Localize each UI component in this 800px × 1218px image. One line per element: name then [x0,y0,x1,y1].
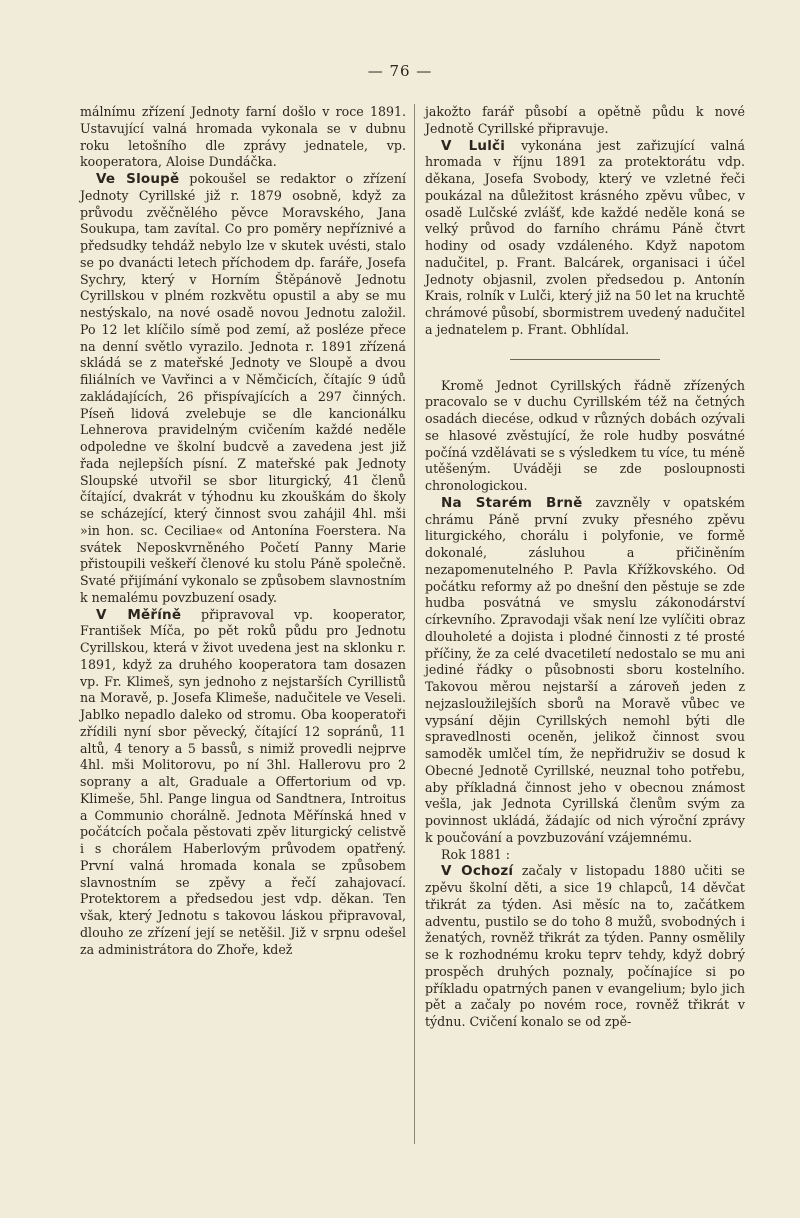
paragraph [425,495,745,847]
paragraph [80,104,406,171]
paragraph [80,607,406,959]
paragraph-heading: V Ochozí [441,863,514,880]
left-column [80,104,406,958]
paragraph-text: vykonána jest zařizující valná hromada v říjnu 1891 za protektorátu vdp. děkana, Josefa Svobody, který ve vzletné řeči poukázal na důležitost krásného zpěvu vůbec, v osadě Lulčské zvlášť, kde každé neděle koná se velký průvod do farního chrámu Páně čtvrt hodiny od osady vzdáleného. Když napotom nadučitel, p. Frant. Balcárek, organisaci i účel Jednoty objasnil, zvolen předsedou p. Antonín Krais, rolník v Lulči, který již na 50 let na kruchtě chrámové působí, sbormistrem uvedený nadučitel a jednatelem p. Frant. Obhlídal. [425,137,745,337]
paragraph [80,171,406,607]
paragraph-text: připravoval vp. kooperator, František Míča, po pět roků půdu pro Jednotu Cyrillskou, která v život uvedena jest na sklonku r. 1891, když za druhého kooperatora tam dosazen vp. Fr. Klimeš, syn jednoho z nejstarších Cyrillistů na Moravě, p. Josefa Klimeše, nadučitele ve Veseli. Jablko nepadlo daleko od stromu. Oba kooperatoři zřídili nyní sbor pěvecký, čítající 12 sopránů, 11 altů, 4 tenory a 5 bassů, s nimiž provedli nejprve 4hl. mši Molitorovu, po ní 3hl. Hallerovu pro 2 soprany a alt, Graduale a Offertorium od vp. Klimeše, 5hl. Pange lingua od Sandtnera, Introitus a Communio chorálně. Jednota Měřínská hned v počátcích počala pěstovati zpěv liturgický celistvě i s chorálem Haberlovým průvodem opatřený. První valná hromada konala se způsobem slavnostním se zpěvy a řečí zahajovací. Protektorem a předsedou jest vdp. děkan. Ten však, který Jednotu s takovou láskou připravoval, dlouho ze zřízení její se netěšil. Již v srpnu odešel za administrátora do Zhoře, kdež [80,606,406,957]
page-number: — 76 — [367,62,433,80]
paragraph-text: Kromě Jednot Cyrillských řádně zřízených pracovalo se v duchu Cyrillském též na četných osadách diecése, odkud v různých dobách ozývali se hlasové zvěstující, že role hudby posvátné počíná vzdělávati se s výsledkem tu více, tu méně utěšeným. Uváději se zde posloupnosti chronologickou. [425,377,745,493]
right-column [425,104,745,1031]
paragraph-text: Rok 1881 : [441,846,510,862]
paragraph [425,863,745,1031]
paragraph [425,138,745,339]
paragraph [425,378,745,495]
paragraph-text: pokoušel se redaktor o zřízení Jednoty Cyrillské již r. 1879 osobně, když za průvodu zvěčnělého pěvce Moravského, Jana Soukupa, tam zavítal. Co pro poměry nepříznivé a předsudky tehdáž nebylo lze v skutek uvésti, stalo se po dvanácti letech příchodem dp. faráře, Josefa Sychry, který v Horním Štěpánově Jednotu Cyrillskou v plném rozkvětu opustil a aby se mu nestýskalo, na nové osadě novou Jednotu založil. Po 12 let klíčilo símě pod zemí, až posléze přece na denní světlo vyrazilo. Jednota r. 1891 zřízená skládá se z mateřské Jednoty ve Sloupě a dvou filiálních ve Vavřinci a v Němčicích, čítajíc 9 údů zakládajících, 26 přispívajících a 297 činných. Píseň lidová zvelebuje se dle kancionálku Lehnerova pravidelným cvičením každé neděle odpoledne ve školní budcvě a zavedena jest již řada nejlepších písní. Z mateřské pak Jednoty Sloupské utvořil se sbor liturgický, 41 členů čítající, dvakrát v týhodnu ku zkouškám do školy se scházející, který činnost svou zahájil 4hl. mši »in hon. sc. Ceciliae« od Antonína Foerstera. Na svátek Neposkvrněného Početí Panny Marie přistoupili veškeří členové ku stolu Páně společně. Svaté přijímání vykonalo se způsobem slavnostním k nemalému povzbuzení osady. [80,171,406,605]
paragraph-heading: Na Starém Brně [441,494,583,511]
paragraph-heading: V Lulči [441,137,506,154]
paragraph [425,847,745,864]
paragraph-heading: Ve Sloupě [96,171,180,187]
column-divider [414,104,415,1144]
paragraph-heading: V Měříně [96,606,182,623]
paragraph-text: jakožto farář působí a opětně půdu k nové Jednotě Cyrillské připravuje. [425,104,745,136]
paragraph-text: málnímu zřízení Jednoty farní došlo v roce 1891. Ustavující valná hromada vykonala se v dubnu roku letošního dle zprávy jednatele, vp. kooperatora, Aloise Dundáčka. [80,104,406,170]
paragraph-text: začaly v listopadu 1880 učiti se zpěvu školní děti, a sice 19 chlapců, 14 děvčat třikrát za týden. Asi měsíc na to, začátkem adventu, pustilo se do toho 8 mužů, svobodných i ženatých, rovněž třikrát za týden. Panny osmělily se k rozhodnému kroku teprv tehdy, když dobrý prospěch druhých poznaly, počínajíce si po příkladu opatrných panen v evangelium; bylo jich pět a začaly po novém roce, rovněž třikrát v týdnu. Cvičení konalo se od zpě- [425,863,745,1029]
paragraph-text: zavzněly v opatském chrámu Páně první zvuky přesného zpěvu liturgického, chorálu i polyfonie, ve formě dokonalé, zásluhou a přičiněním nezapomenutelného P. Pavla Křížkovského. Od počátku reformy až po dnešní den pěstuje se zde hudba posvátná ve smyslu zákonodárství církevního. Zpravodaji však není lze vylíčiti obraz dlouholeté a dojista i plodné činnosti z té prosté příčiny, že za celé dvacetiletí nedostalo se mu ani jediné řádky o působnosti sboru kostelního. Takovou měrou nejstarší a zároveň jeden z nejzasloužilejších sborů na Moravě vůbec ve vypsání dějin Cyrillských nemohl býti dle spravedlnosti oceněn, jelikož činnost svou samoděk umlčel tím, že nepřidruživ se dosud k Obecné Jednotě Cyrillské, neuznal toho potřebu, aby příkladná činnost jeho v obecnou známost vešla, jak Jednota Cyrillská členům svým za povinnost ukládá, žádajíc od nich výroční zprávy k poučování a povzbuzování vzájemnému. [425,494,745,845]
section-separator [510,359,660,360]
paragraph [425,104,745,138]
